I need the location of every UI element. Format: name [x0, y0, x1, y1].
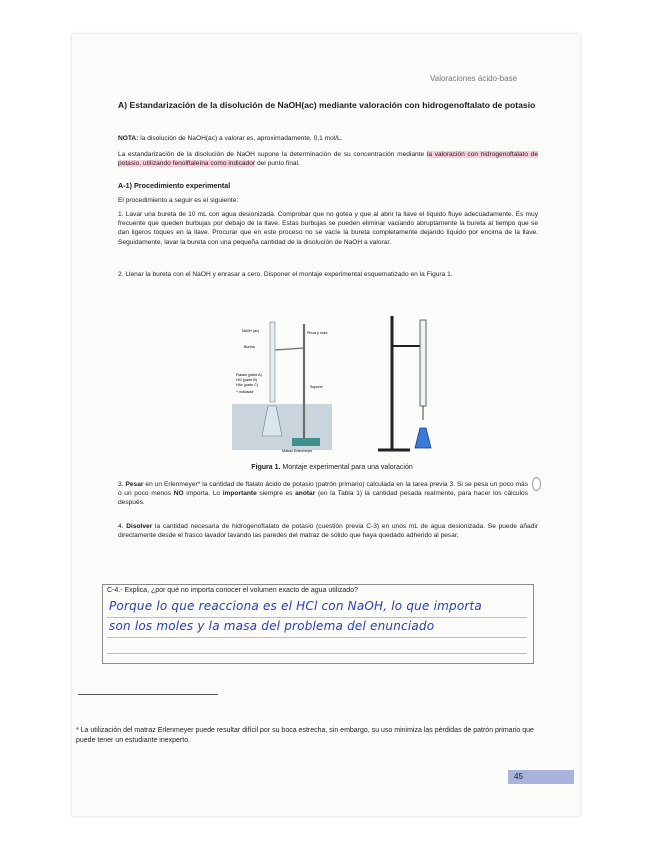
schematic-erlenmeyer [415, 428, 431, 448]
nota-text: la disolución de NaOH(ac) a valorar es, aproximadamente, 0,1 mol/L. [140, 135, 343, 142]
footnote: * La utilización del matraz Erlenmeyer puede resultar difícil por su boca estrecha, sin embargo, su uso minimiza las pérdidas de patrón primario que puede tener un estudiante inexperto. [76, 727, 534, 744]
figure-caption [217, 464, 447, 471]
burette-left [270, 322, 275, 402]
step-4-verb: Disolver [126, 523, 153, 530]
subsection-title: A-1) Procedimiento experimental [118, 181, 231, 190]
page-number: 45 [508, 770, 574, 784]
step-4-text: la cantidad necesaria de hidrogenoftalato de potasio (cuestión previa C-3) en unos mL de agua desionizada. Se puede añadir directamente desde el frasco lavador lavando las paredes del matraz de sólido que haya quedado adherido al pesar. [118, 523, 538, 540]
label-hcl: HCl (parte B) [236, 378, 257, 382]
margin-mark [532, 477, 541, 491]
label-pinza: Pinza y nuez [307, 331, 328, 335]
step-2: 2. Llenar la bureta con el NaOH y enrasar a cero. Disponer el montaje experimental esquematizado en la Figura 1. [118, 271, 453, 278]
nota-label: NOTA: [118, 135, 139, 142]
label-ftalato: Ftalato (parte A) [236, 373, 262, 377]
intro-highlight: la valoración con hidrogenoftalato de potasio, utilizando fenolftaleína como indicador [118, 151, 538, 168]
label-naoh: NaOH (ac) [242, 329, 260, 333]
label-matraz: Matraz Erlenmeyer [282, 449, 313, 453]
running-header: Valoraciones ácido-base [430, 74, 518, 83]
clamp [275, 348, 304, 350]
figure-caption-text: Montaje experimental para una valoración [282, 464, 413, 471]
answer-rule-1 [107, 617, 527, 618]
step-3-text-d: (en la Tabla 1) la cantidad pesada realmente, para hacer los cálculos después. [118, 490, 528, 507]
intro-text-1: La estandarización de la disolución de NaOH supone la determinación de su concentración mediante [118, 151, 425, 158]
step-3-no: NO [173, 490, 184, 498]
intro-text-2: del punto final. [256, 160, 300, 168]
step-3-text-a: en un Erlenmeyer* la cantidad de ftalato ácido de potasio (patrón primario) calculada en la tarea previa 3. Si se pesa un poco más o un poco menos [118, 481, 528, 498]
footnote-separator [78, 694, 218, 695]
step-4-number: 4. [118, 523, 124, 530]
step-3-number: 3. [118, 481, 124, 488]
step-3-verb: Pesar [125, 481, 144, 488]
step-3 [118, 480, 528, 508]
step-3-importante: importante [222, 490, 257, 498]
step-3-anotar: anotar [295, 490, 316, 498]
procedure-intro: El procedimiento a seguir es el siguiente: [118, 197, 239, 204]
step-4 [118, 522, 538, 540]
question-box [102, 584, 534, 664]
intro-paragraph [118, 150, 538, 168]
stand-base [292, 438, 320, 446]
answer-line-1: Porque lo que reacciona es el HCl con NaOH, lo que importa [109, 599, 482, 613]
question-label: C-4.- Explica, ¿por qué no importa conocer el volumen exacto de agua utilizado? [107, 587, 358, 594]
step-3-text-c: siempre es [259, 490, 293, 498]
answer-line-2: son los moles y la masa del problema del enunciado [109, 619, 435, 633]
section-title: A) Estandarización de la disolución de NaOH(ac) mediante valoración con hidrogenoftalato de potasio [118, 100, 536, 110]
answer-rule-3 [107, 653, 527, 654]
schematic-burette [420, 320, 426, 406]
label-soporte: Soporte [310, 385, 323, 389]
step-3-text-b: importa. Lo [186, 490, 221, 498]
figure-caption-label: Figura 1. [251, 464, 281, 471]
answer-rule-2 [107, 637, 527, 638]
label-indicador: + indicador [236, 390, 254, 394]
apparatus-illustration [232, 316, 442, 456]
label-hac: HAc (parte C) [236, 383, 258, 387]
label-bureta: Bureta [244, 345, 255, 349]
nota-paragraph [118, 134, 538, 143]
document-page [72, 34, 580, 816]
figure-1 [232, 316, 442, 456]
step-1: 1. Lavar una bureta de 10 mL con agua desionizada. Comprobar que no gotea y que al abrir la llave el líquido fluye adecuadamente. Es muy frecuente que queden burbujas por debajo de la llave. Estas burbujas se pueden eliminar vaciando abruptamente la bureta al tiempo que se dan ligeros toques en la llave. Procurar que en este proceso no se vacíe la bureta completamente dejando líquido por encima de la llave. Seguidamente, lavar la bureta con una pequeña cantidad de la disolución de NaOH a valorar. [118, 211, 538, 246]
